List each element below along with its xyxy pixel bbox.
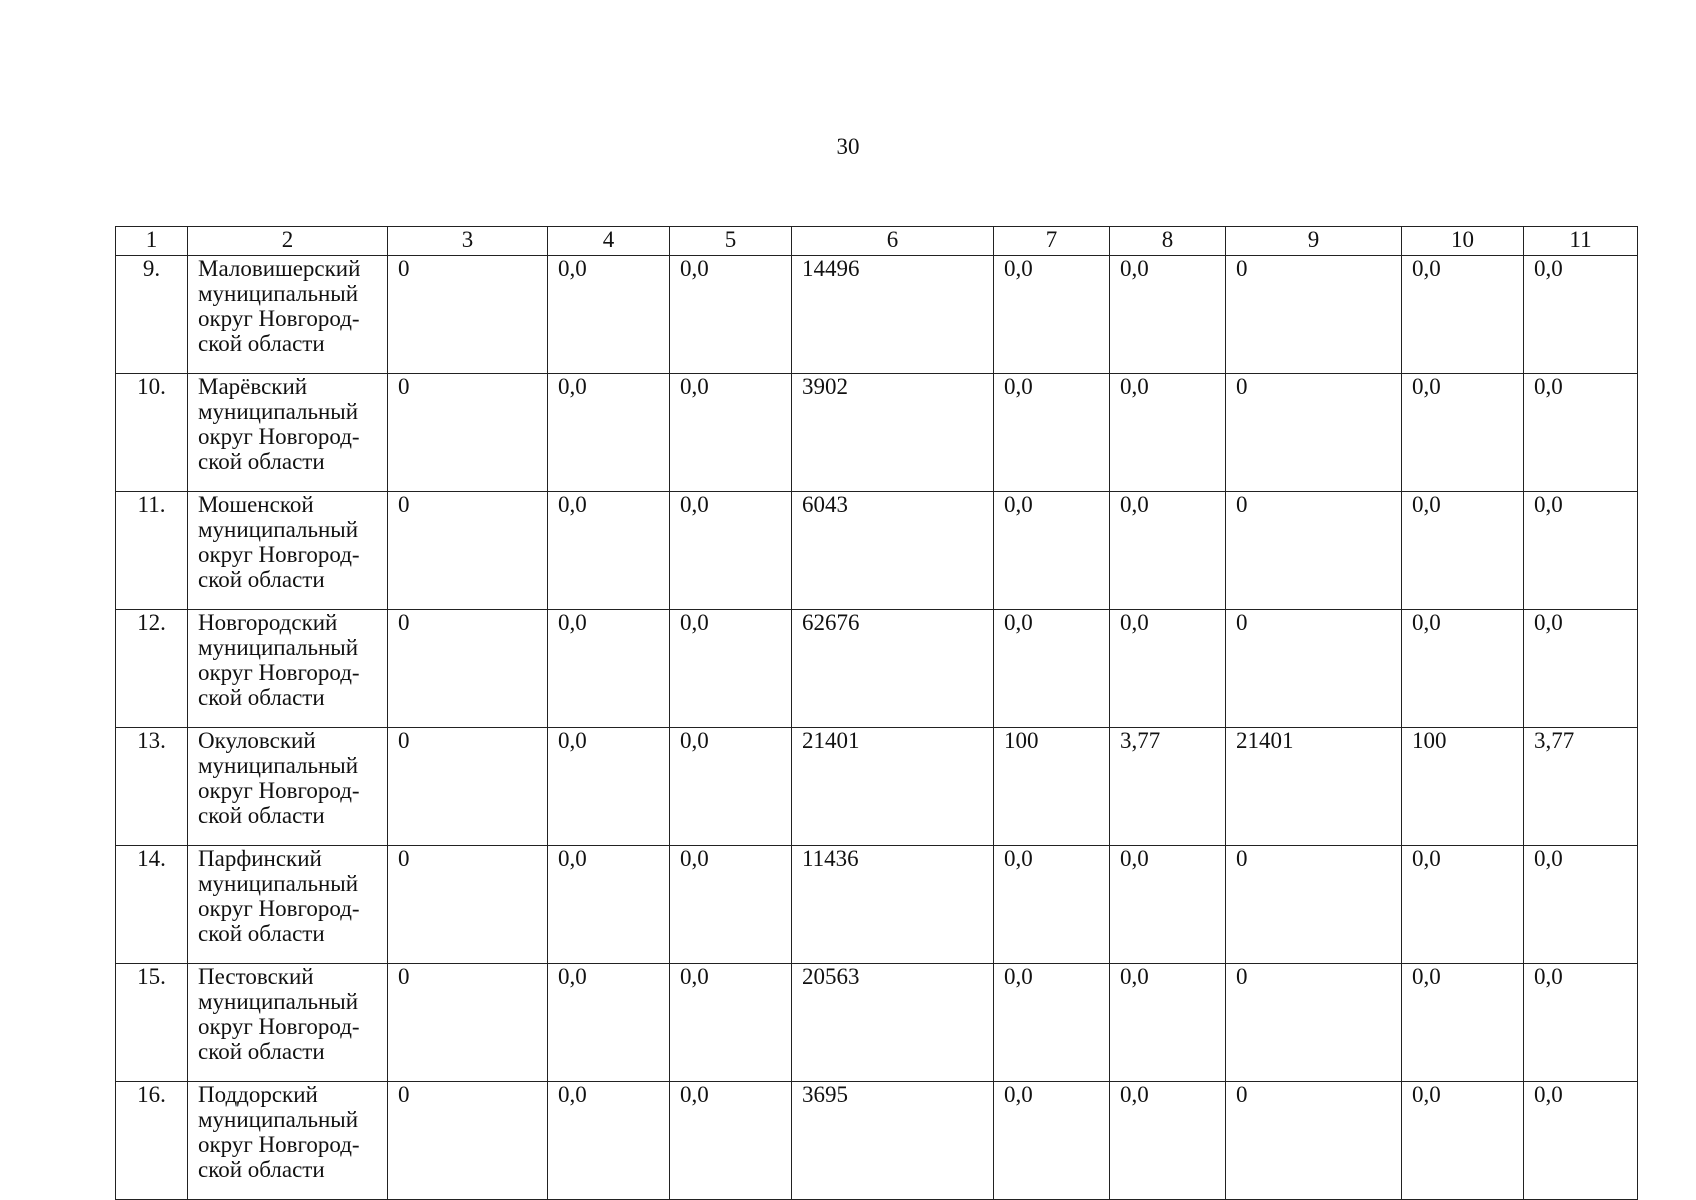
row-number: 14. — [116, 846, 188, 964]
value-cell-col7: 0,0 — [994, 846, 1110, 964]
value-cell-col8: 0,0 — [1110, 374, 1226, 492]
page-number: 30 — [836, 134, 860, 159]
district-name-line: муниципальный — [198, 635, 359, 660]
row-number: 15. — [116, 964, 188, 1082]
district-name-line: ской области — [198, 685, 325, 710]
value-cell-col7: 0,0 — [994, 964, 1110, 1082]
column-header: 4 — [548, 227, 670, 256]
value-cell-col9: 0 — [1226, 492, 1402, 610]
value-cell-col11: 0,0 — [1524, 846, 1638, 964]
value-cell-col11: 0,0 — [1524, 374, 1638, 492]
district-name — [188, 256, 388, 374]
district-name-line: Пестовский — [198, 964, 314, 989]
value-cell-col3: 0 — [388, 492, 548, 610]
value-cell-col8: 0,0 — [1110, 964, 1226, 1082]
value-cell-col5: 0,0 — [670, 256, 792, 374]
table-row — [116, 728, 1638, 846]
district-name-line: муниципальный — [198, 753, 359, 778]
value-cell-col11: 3,77 — [1524, 728, 1638, 846]
value-cell-col9: 0 — [1226, 964, 1402, 1082]
value-cell-col4: 0,0 — [548, 1082, 670, 1200]
value-cell-col8: 0,0 — [1110, 1082, 1226, 1200]
table-row — [116, 846, 1638, 964]
column-header: 5 — [670, 227, 792, 256]
value-cell-col6: 3695 — [792, 1082, 994, 1200]
value-cell-col3: 0 — [388, 728, 548, 846]
district-name-line: округ Новгород- — [198, 542, 360, 567]
value-cell-col10: 0,0 — [1402, 846, 1524, 964]
value-cell-col4: 0,0 — [548, 492, 670, 610]
value-cell-col11: 0,0 — [1524, 964, 1638, 1082]
value-cell-col11: 0,0 — [1524, 256, 1638, 374]
value-cell-col10: 0,0 — [1402, 964, 1524, 1082]
value-cell-col9: 0 — [1226, 374, 1402, 492]
column-header: 1 — [116, 227, 188, 256]
value-cell-col3: 0 — [388, 610, 548, 728]
value-cell-col5: 0,0 — [670, 610, 792, 728]
district-name-line: округ Новгород- — [198, 778, 360, 803]
value-cell-col9: 0 — [1226, 846, 1402, 964]
district-name-line: ской области — [198, 921, 325, 946]
district-name-line: муниципальный — [198, 871, 359, 896]
value-cell-col8: 0,0 — [1110, 610, 1226, 728]
district-name — [188, 374, 388, 492]
value-cell-col11: 0,0 — [1524, 492, 1638, 610]
value-cell-col7: 0,0 — [994, 256, 1110, 374]
district-name-line: Поддорский — [198, 1082, 318, 1107]
value-cell-col6: 3902 — [792, 374, 994, 492]
value-cell-col7: 0,0 — [994, 374, 1110, 492]
value-cell-col5: 0,0 — [670, 964, 792, 1082]
value-cell-col6: 6043 — [792, 492, 994, 610]
column-header: 8 — [1110, 227, 1226, 256]
value-cell-col7: 0,0 — [994, 610, 1110, 728]
district-name-line: Новгородский — [198, 610, 338, 635]
district-name-line: ской области — [198, 1039, 325, 1064]
column-header: 10 — [1402, 227, 1524, 256]
district-name-line: муниципальный — [198, 281, 359, 306]
district-name — [188, 492, 388, 610]
table-row — [116, 610, 1638, 728]
table-row — [116, 374, 1638, 492]
district-name — [188, 1082, 388, 1200]
district-name — [188, 846, 388, 964]
value-cell-col8: 0,0 — [1110, 492, 1226, 610]
column-header: 2 — [188, 227, 388, 256]
district-name-line: округ Новгород- — [198, 660, 360, 685]
district-name — [188, 964, 388, 1082]
value-cell-col10: 0,0 — [1402, 492, 1524, 610]
district-name-line: муниципальный — [198, 399, 359, 424]
table-body — [116, 256, 1638, 1200]
value-cell-col5: 0,0 — [670, 492, 792, 610]
district-name-line: Маловишерский — [198, 256, 361, 281]
value-cell-col11: 0,0 — [1524, 610, 1638, 728]
value-cell-col9: 0 — [1226, 1082, 1402, 1200]
header-row — [116, 227, 1638, 256]
district-name-line: Мошенской — [198, 492, 314, 517]
district-name-line: ской области — [198, 803, 325, 828]
value-cell-col10: 0,0 — [1402, 610, 1524, 728]
district-name-line: округ Новгород- — [198, 896, 360, 921]
column-header: 3 — [388, 227, 548, 256]
value-cell-col5: 0,0 — [670, 1082, 792, 1200]
value-cell-col10: 100 — [1402, 728, 1524, 846]
value-cell-col10: 0,0 — [1402, 1082, 1524, 1200]
value-cell-col10: 0,0 — [1402, 374, 1524, 492]
value-cell-col3: 0 — [388, 374, 548, 492]
value-cell-col4: 0,0 — [548, 256, 670, 374]
value-cell-col7: 100 — [994, 728, 1110, 846]
district-name-line: ской области — [198, 331, 325, 356]
value-cell-col11: 0,0 — [1524, 1082, 1638, 1200]
data-table — [115, 226, 1638, 1200]
value-cell-col4: 0,0 — [548, 610, 670, 728]
district-name-line: Парфинский — [198, 846, 322, 871]
district-name-line: муниципальный — [198, 989, 359, 1014]
district-name-line: ской области — [198, 449, 325, 474]
value-cell-col7: 0,0 — [994, 492, 1110, 610]
district-name-line: ской области — [198, 1157, 325, 1182]
value-cell-col4: 0,0 — [548, 964, 670, 1082]
value-cell-col3: 0 — [388, 1082, 548, 1200]
table-row — [116, 964, 1638, 1082]
table-row — [116, 492, 1638, 610]
column-header: 6 — [792, 227, 994, 256]
value-cell-col4: 0,0 — [548, 846, 670, 964]
row-number: 11. — [116, 492, 188, 610]
value-cell-col8: 0,0 — [1110, 256, 1226, 374]
value-cell-col4: 0,0 — [548, 374, 670, 492]
value-cell-col6: 11436 — [792, 846, 994, 964]
value-cell-col8: 3,77 — [1110, 728, 1226, 846]
value-cell-col8: 0,0 — [1110, 846, 1226, 964]
value-cell-col9: 0 — [1226, 610, 1402, 728]
district-name-line: округ Новгород- — [198, 424, 360, 449]
row-number: 16. — [116, 1082, 188, 1200]
value-cell-col3: 0 — [388, 846, 548, 964]
value-cell-col6: 62676 — [792, 610, 994, 728]
value-cell-col4: 0,0 — [548, 728, 670, 846]
table-row — [116, 1082, 1638, 1200]
district-name-line: округ Новгород- — [198, 1014, 360, 1039]
row-number: 12. — [116, 610, 188, 728]
value-cell-col3: 0 — [388, 256, 548, 374]
value-cell-col9: 21401 — [1226, 728, 1402, 846]
district-name-line: Марёвский — [198, 374, 308, 399]
column-header: 9 — [1226, 227, 1402, 256]
value-cell-col7: 0,0 — [994, 1082, 1110, 1200]
district-name-line: округ Новгород- — [198, 306, 360, 331]
value-cell-col5: 0,0 — [670, 728, 792, 846]
value-cell-col9: 0 — [1226, 256, 1402, 374]
value-cell-col6: 14496 — [792, 256, 994, 374]
row-number: 10. — [116, 374, 188, 492]
value-cell-col5: 0,0 — [670, 374, 792, 492]
value-cell-col3: 0 — [388, 964, 548, 1082]
value-cell-col5: 0,0 — [670, 846, 792, 964]
column-header: 7 — [994, 227, 1110, 256]
value-cell-col6: 21401 — [792, 728, 994, 846]
district-name-line: ской области — [198, 567, 325, 592]
table-row — [116, 256, 1638, 374]
district-name-line: муниципальный — [198, 517, 359, 542]
district-name — [188, 728, 388, 846]
value-cell-col10: 0,0 — [1402, 256, 1524, 374]
row-number: 9. — [116, 256, 188, 374]
district-name-line: округ Новгород- — [198, 1132, 360, 1157]
district-name — [188, 610, 388, 728]
district-name-line: Окуловский — [198, 728, 316, 753]
column-header: 11 — [1524, 227, 1638, 256]
value-cell-col6: 20563 — [792, 964, 994, 1082]
row-number: 13. — [116, 728, 188, 846]
district-name-line: муниципальный — [198, 1107, 359, 1132]
